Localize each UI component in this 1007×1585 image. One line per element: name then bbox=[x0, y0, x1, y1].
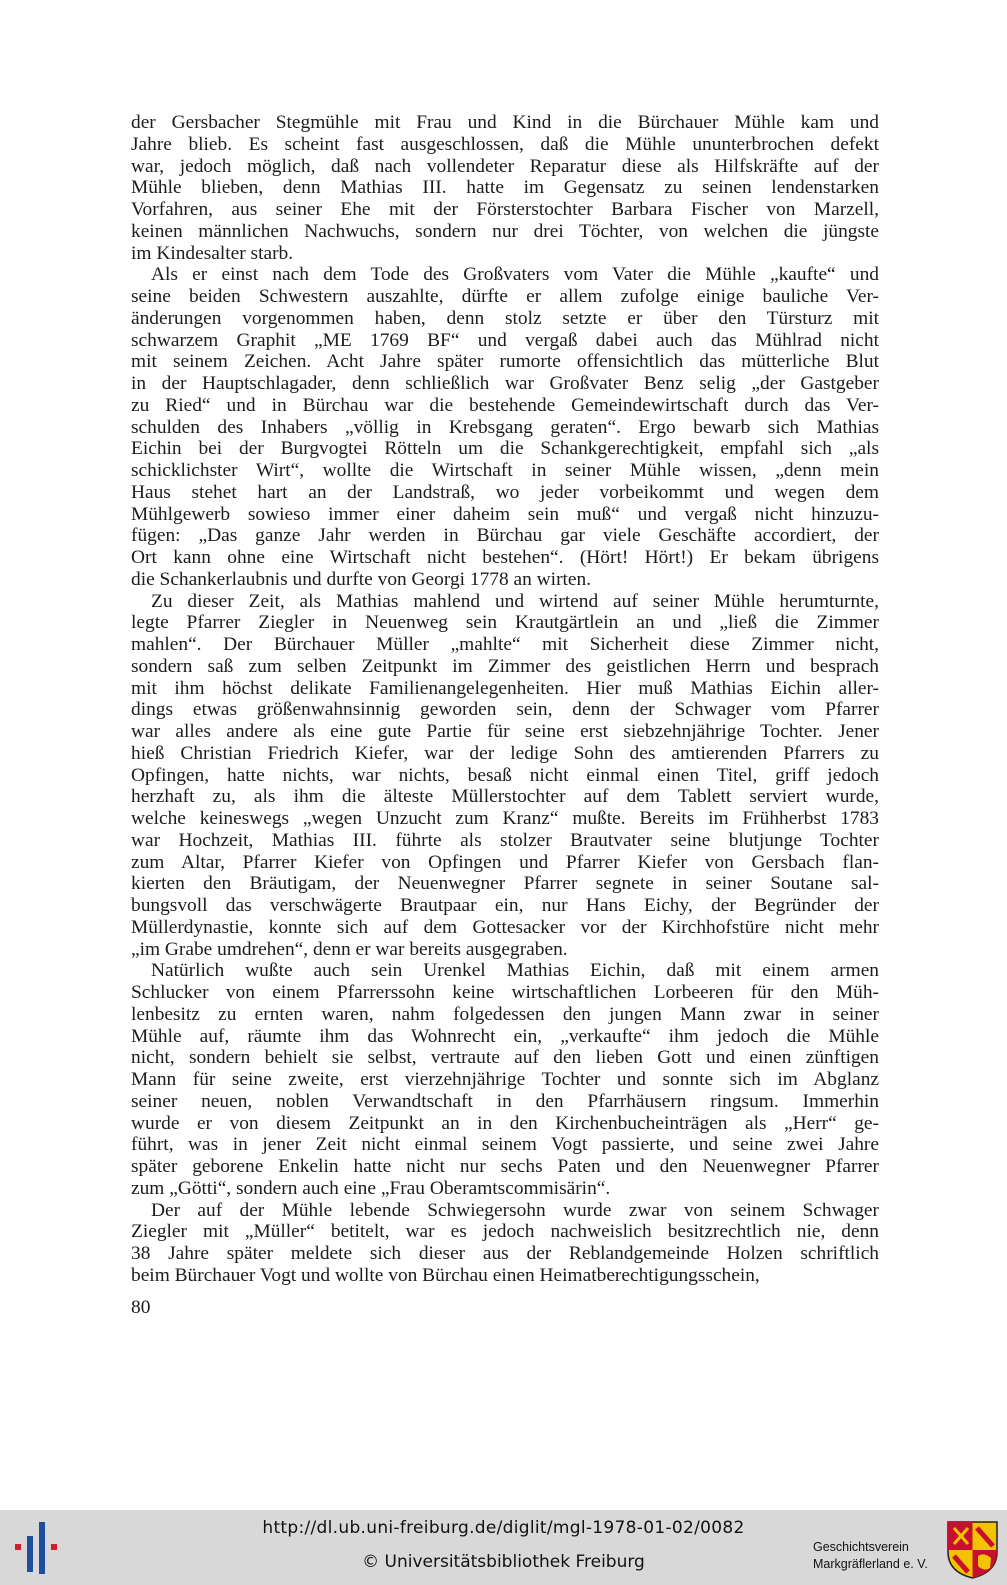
text-line: seine beiden Schwestern auszahlte, dürfte er allem zufolge einige bauliche Ver- bbox=[131, 286, 879, 307]
society-crest-icon bbox=[946, 1520, 999, 1580]
text-line: war Hochzeit, Mathias III. führte als stolzer Brautvater seine blutjunge Tochter bbox=[131, 829, 879, 851]
text-line: im Kindesalter starb. bbox=[131, 242, 294, 264]
text-line: 38 Jahre später meldete sich dieser aus der Reblandgemeinde Holzen schriftlich bbox=[131, 1243, 879, 1264]
text-line: legte Pfarrer Ziegler in Neuenweg sein Krautgärtlein an und „ließ die Zimmer bbox=[131, 612, 879, 634]
copyright-notice: © Universitätsbibliothek Freiburg bbox=[362, 1552, 645, 1572]
viewer-footer bbox=[0, 1510, 1007, 1585]
paragraph bbox=[131, 1200, 879, 1287]
text-line: Als er einst nach dem Tode des Großvaters vom Vater die Mühle „kaufte“ und bbox=[151, 264, 879, 286]
text-line: „im Grabe umdrehen“, denn er war bereits ausgegraben. bbox=[131, 938, 568, 960]
text-line: zum „Götti“, sondern auch eine „Frau Oberamtscommisärin“. bbox=[131, 1177, 611, 1199]
document-page bbox=[131, 112, 879, 1287]
text-line: kierten den Bräutigam, der Neuenwegner Pfarrer segnete in seiner Soutane sal- bbox=[131, 873, 879, 895]
text-line: Eichin bei der Burgvogtei Rötteln um die Schankgerechtigkeit, empfahl sich „als bbox=[131, 438, 879, 460]
paragraph bbox=[131, 264, 879, 590]
page-number: 80 bbox=[131, 1297, 151, 1318]
text-line: zu Ried“ und in Bürchau war die bestehende Gemeindewirtschaft durch das Ver- bbox=[131, 394, 879, 416]
text-line: änderungen vorgenommen haben, denn stolz setzte er über den Türsturz mit bbox=[131, 307, 879, 329]
society-name-line-1: Geschichtsverein bbox=[813, 1540, 909, 1554]
text-line: in der Hauptschlagader, denn schließlich war Großvater Benz selig „der Gastgeber bbox=[131, 373, 879, 394]
text-line: war alles andere als eine gute Partie für seine erst siebzehnjährige Tochter. Jener bbox=[131, 721, 879, 742]
paragraph bbox=[131, 591, 879, 961]
body-text bbox=[131, 112, 879, 1287]
text-line: bungsvoll das verschwägerte Brautpaar ein, nur Hans Eichy, der Begründer der bbox=[131, 895, 879, 916]
society-name-line-2: Markgräflerland e. V. bbox=[813, 1557, 928, 1571]
text-line: schicklichster Wirt“, wollte die Wirtschaft in seiner Mühle wissen, „denn mein bbox=[131, 460, 879, 481]
text-line: beim Bürchauer Vogt und wollte von Bürchau einen Heimatberechtigungsschein, bbox=[131, 1264, 760, 1286]
text-line: Jahre blieb. Es scheint fast ausgeschlossen, daß die Mühle ununterbrochen defekt bbox=[131, 133, 879, 155]
text-line: fügen: „Das ganze Jahr werden in Bürchau gar viele Geschäfte accordiert, der bbox=[131, 525, 879, 547]
text-line: schulden des Inhabers „völlig in Krebsgang geraten“. Ergo bewarb sich Mathias bbox=[131, 416, 879, 438]
text-line: keinen männlichen Nachwuchs, sondern nur drei Töchter, von welchen die jüngste bbox=[131, 220, 879, 242]
text-line: Natürlich wußte auch sein Urenkel Mathias Eichin, daß mit einem armen bbox=[151, 960, 879, 982]
text-line: zum Altar, Pfarrer Kiefer von Opfingen und Pfarrer Kiefer von Gersbach flan- bbox=[131, 851, 879, 873]
text-line: Opfingen, hatte nichts, war nichts, besaß nicht einmal einen Titel, griff jedoch bbox=[131, 764, 879, 786]
text-line: seiner neuen, noblen Verwandtschaft in den Pfarrhäusern ringsum. Immerhin bbox=[131, 1090, 879, 1112]
document-url[interactable]: http://dl.ub.uni-freiburg.de/diglit/mgl-1978-01-02/0082 bbox=[262, 1518, 745, 1538]
text-line: Vorfahren, aus seiner Ehe mit der Försterstochter Barbara Fischer von Marzell, bbox=[131, 199, 879, 220]
text-line: der Gersbacher Stegmühle mit Frau und Kind in die Bürchauer Mühle kam und bbox=[131, 112, 879, 133]
text-line: mahlen“. Der Bürchauer Müller „mahlte“ mit Sicherheit diese Zimmer nicht, bbox=[131, 634, 879, 655]
text-line: Ort kann ohne eine Wirtschaft nicht bestehen“. (Hört! Hört!) Er bekam übrigens bbox=[131, 547, 879, 568]
text-line: Zu dieser Zeit, als Mathias mahlend und wirtend auf seiner Mühle herumturnte, bbox=[151, 590, 879, 612]
text-line: Haus stehet hart an der Landstraß, wo jeder vorbeikommt und wegen dem bbox=[131, 481, 879, 503]
text-line: die Schankerlaubnis und durfte von Georgi 1778 an wirten. bbox=[131, 568, 592, 590]
text-line: schwarzem Graphit „ME 1769 BF“ und vergaß dabei auch das Mühlrad nicht bbox=[131, 329, 879, 351]
text-line: war, jedoch möglich, daß nach vollendeter Reparatur diese als Hilfskräfte auf der bbox=[131, 155, 879, 177]
text-line: welche keineswegs „wegen Unzucht zum Kranz“ mußte. Bereits im Frühherbst 1783 bbox=[131, 808, 879, 829]
text-line: nicht, sondern behielt sie selbst, vertraute auf den lieben Gott und einen zünftigen bbox=[131, 1047, 879, 1069]
text-line: Mann für seine zweite, erst vierzehnjährige Tochter und sonnte sich im Abglanz bbox=[131, 1069, 879, 1090]
society-name bbox=[813, 1539, 941, 1573]
text-line: Mühlgewerb sowieso immer einer daheim sein muß“ und vergaß nicht hinzuzu- bbox=[131, 503, 879, 525]
text-line: Mühle blieben, denn Mathias III. hatte im Gegensatz zu seinen lendenstarken bbox=[131, 177, 879, 199]
text-line: Müllerdynastie, konnte sich auf dem Gottesacker vor der Kirchhofstüre nicht mehr bbox=[131, 916, 879, 938]
paragraph bbox=[131, 960, 879, 1199]
text-line: Ziegler mit „Müller“ betitelt, war es jedoch nachweislich besitzrechtlich nie, denn bbox=[131, 1221, 879, 1243]
text-line: wurde er von diesem Zeitpunkt an in den Kirchenbucheinträgen als „Herr“ ge- bbox=[131, 1112, 879, 1134]
text-line: Mühle auf, räumte ihm das Wohnrecht ein, „verkaufte“ ihm jedoch die Mühle bbox=[131, 1025, 879, 1047]
text-line: mit ihm höchst delikate Familienangelegenheiten. Hier muß Mathias Eichin aller- bbox=[131, 677, 879, 699]
text-line: führt, was in jener Zeit nicht einmal seinem Vogt passierte, und seine zwei Jahre bbox=[131, 1134, 879, 1156]
text-line: Schlucker von einem Pfarrerssohn keine wirtschaftlichen Lorbeeren für den Müh- bbox=[131, 982, 879, 1003]
text-line: Der auf der Mühle lebende Schwiegersohn wurde zwar von seinem Schwager bbox=[151, 1199, 879, 1221]
text-line: hieß Christian Friedrich Kiefer, war der ledige Sohn des amtierenden Pfarrers zu bbox=[131, 742, 879, 764]
text-line: dings etwas größenwahnsinnig geworden sein, denn der Schwager vom Pfarrer bbox=[131, 699, 879, 721]
text-line: herzhaft zu, als ihm die älteste Müllerstochter auf dem Tablett serviert wurde, bbox=[131, 786, 879, 808]
text-line: lenbesitz zu ernten waren, nahm folgedessen den jungen Mann zwar in seiner bbox=[131, 1003, 879, 1025]
text-line: sondern saß zum selben Zeitpunkt im Zimmer des geistlichen Herrn und besprach bbox=[131, 655, 879, 677]
text-line: später geborene Enkelin hatte nicht nur sechs Paten und den Neuenwegner Pfarrer bbox=[131, 1156, 879, 1177]
text-line: mit seinem Zeichen. Acht Jahre später rumorte offensichtlich das mütterliche Blut bbox=[131, 351, 879, 373]
paragraph bbox=[131, 112, 879, 264]
